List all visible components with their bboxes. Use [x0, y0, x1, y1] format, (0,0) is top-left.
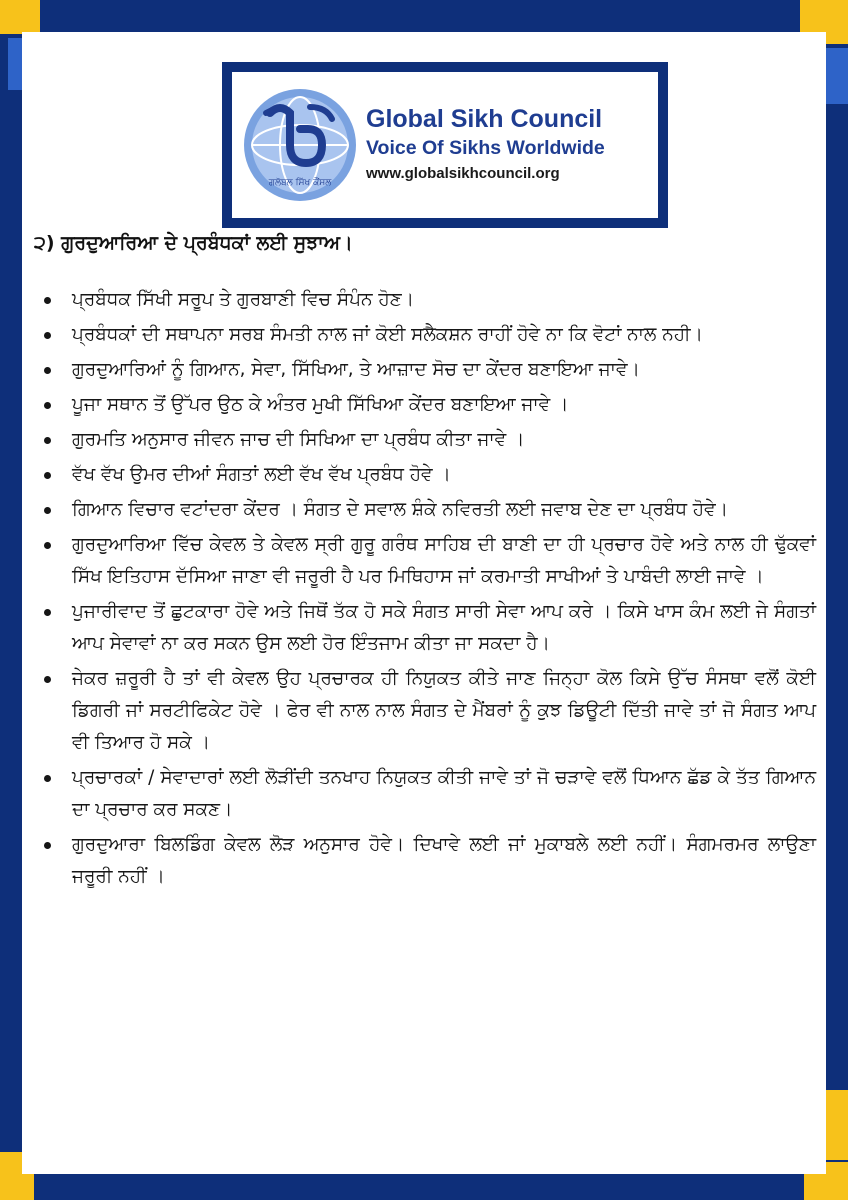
frame-right-border	[826, 0, 848, 1200]
list-item: ਗੁਰਮਤਿ ਅਨੁਸਾਰ ਜੀਵਨ ਜਾਚ ਦੀ ਸਿਖਿਆ ਦਾ ਪ੍ਰਬੰਧ ਕੀਤਾ ਜਾਵੇ ।	[34, 424, 816, 456]
list-item: ਜੇਕਰ ਜ਼ਰੂਰੀ ਹੈ ਤਾਂ ਵੀ ਕੇਵਲ ਉਹ ਪ੍ਰਚਾਰਕ ਹੀ ਨਿਯੁਕਤ ਕੀਤੇ ਜਾਣ ਜਿਨ੍ਹਾ ਕੋਲ ਕਿਸੇ ਉੱਚ ਸੰਸਥਾ ਵਲੋਂ ਕੋਈ ਡਿਗਰੀ ਜਾਂ ਸਰਟੀਫਿਕੇਟ ਹੋਵੇ । ਫੇਰ ਵੀ ਨਾਲ ਨਾਲ ਸੰਗਤ ਦੇ ਮੈਂਬਰਾਂ ਨੂੰ ਕੁਝ ਡਿਊਟੀ ਦਿੱਤੀ ਜਾਵੇ ਤਾਂ ਜੋ ਸੰਗਤ ਆਪ ਵੀ ਤਿਆਰ ਹੋ ਸਕੇ ।	[34, 663, 816, 759]
organization-website-link[interactable]: www.globalsikhcouncil.org	[366, 165, 560, 182]
frame-top-border	[0, 0, 848, 32]
frame-bottom-border	[0, 1174, 848, 1200]
organization-name: Global Sikh Council	[366, 105, 603, 133]
list-item: ਪੁਜਾਰੀਵਾਦ ਤੋਂ ਛੁਟਕਾਰਾ ਹੋਵੇ ਅਤੇ ਜਿਥੋਂ ਤੱਕ ਹੋ ਸਕੇ ਸੰਗਤ ਸਾਰੀ ਸੇਵਾ ਆਪ ਕਰੇ । ਕਿਸੇ ਖਾਸ ਕੰਮ ਲਈ ਜੇ ਸੰਗਤਾਂ ਆਪ ਸੇਵਾਵਾਂ ਨਾ ਕਰ ਸਕਨ ਉਸ ਲਈ ਹੋਰ ਇੰਤਜਾਮ ਕੀਤਾ ਜਾ ਸਕਦਾ ਹੈ।	[34, 596, 816, 660]
corner-accent-yellow	[0, 0, 40, 34]
organization-tagline: Voice Of Sikhs Worldwide	[366, 137, 605, 159]
list-item: ਗੁਰਦੁਆਰਿਆ ਵਿੱਚ ਕੇਵਲ ਤੇ ਕੇਵਲ ਸ੍ਰੀ ਗੁਰੂ ਗਰੰਥ ਸਾਹਿਬ ਦੀ ਬਾਣੀ ਦਾ ਹੀ ਪ੍ਰਚਾਰ ਹੋਵੇ ਅਤੇ ਨਾਲ ਹੀ ਢੁੱਕਵਾਂ ਸਿੱਖ ਇਤਿਹਾਸ ਦੱਸਿਆ ਜਾਣਾ ਵੀ ਜਰੂਰੀ ਹੈ ਪਰ ਮਿਥਿਹਾਸ ਜਾਂ ਕਰਮਾਤੀ ਸਾਖੀਆਂ ਤੇ ਪਾਬੰਦੀ ਲਾਈ ਜਾਵੇ ।	[34, 529, 816, 593]
organization-logo	[240, 85, 360, 205]
list-item: ਪ੍ਰਚਾਰਕਾਂ / ਸੇਵਾਦਾਰਾਂ ਲਈ ਲੋੜੀਂਦੀ ਤਨਖਾਹ ਨਿਯੁਕਤ ਕੀਤੀ ਜਾਵੇ ਤਾਂ ਜੋ ਚੜਾਵੇ ਵਲੋਂ ਧਿਆਨ ਛੱਡ ਕੇ ਤੱਤ ਗਿਆਨ ਦਾ ਪ੍ਰਚਾਰ ਕਰ ਸਕਣ।	[34, 762, 816, 826]
organization-header-inner	[232, 72, 658, 218]
list-item: ਪੂਜਾ ਸਥਾਨ ਤੋਂ ਉੱਪਰ ਉਠ ਕੇ ਅੰਤਰ ਮੁਖੀ ਸਿੱਖਿਆ ਕੇਂਦਰ ਬਣਾਇਆ ਜਾਵੇ ।	[34, 389, 816, 421]
organization-text-block	[366, 104, 605, 186]
document-page	[22, 32, 826, 1174]
logo-caption: ਗਲੋਬਲ ਸਿੱਖ ਕੌਂਸਲ	[268, 178, 332, 188]
list-item: ਗਿਆਨ ਵਿਚਾਰ ਵਟਾਂਦਰਾ ਕੇਂਦਰ । ਸੰਗਤ ਦੇ ਸਵਾਲ ਸ਼ੰਕੇ ਨਵਿਰਤੀ ਲਈ ਜਵਾਬ ਦੇਣ ਦਾ ਪ੍ਰਬੰਧ ਹੋਵੇ।	[34, 494, 816, 526]
list-item: ਪ੍ਰਬੰਧਕਾਂ ਦੀ ਸਥਾਪਨਾ ਸਰਬ ਸੰਮਤੀ ਨਾਲ ਜਾਂ ਕੋਈ ਸਲੈਕਸ਼ਨ ਰਾਹੀਂ ਹੋਵੇ ਨਾ ਕਿ ਵੋਟਾਂ ਨਾਲ ਨਹੀ।	[34, 319, 816, 351]
section-heading: ੨) ਗੁਰਦੁਆਰਿਆ ਦੇ ਪ੍ਰਬੰਧਕਾਂ ਲਈ ਸੁਝਾਅ।	[34, 232, 353, 254]
suggestions-list	[34, 284, 816, 896]
frame-left-border	[0, 0, 22, 1200]
list-item: ਵੱਖ ਵੱਖ ਉਮਰ ਦੀਆਂ ਸੰਗਤਾਂ ਲਈ ਵੱਖ ਵੱਖ ਪ੍ਰਬੰਧ ਹੋਵੇ ।	[34, 459, 816, 491]
list-item: ਗੁਰਦੁਆਰਿਆਂ ਨੂੰ ਗਿਆਨ, ਸੇਵਾ, ਸਿੱਖਿਆ, ਤੇ ਆਜ਼ਾਦ ਸੋਚ ਦਾ ਕੇਂਦਰ ਬਣਾਇਆ ਜਾਵੇ।	[34, 354, 816, 386]
list-item: ਪ੍ਰਬੰਧਕ ਸਿੱਖੀ ਸਰੂਪ ਤੇ ਗੁਰਬਾਣੀ ਵਿਚ ਸੰਪੰਨ ਹੋਣ।	[34, 284, 816, 316]
organization-header	[222, 62, 668, 228]
globe-ik-onkar-icon	[240, 85, 360, 205]
list-item: ਗੁਰਦੁਆਰਾ ਬਿਲਡਿੰਗ ਕੇਵਲ ਲੋੜ ਅਨੁਸਾਰ ਹੋਵੇ। ਦਿਖਾਵੇ ਲਈ ਜਾਂ ਮੁਕਾਬਲੇ ਲਈ ਨਹੀਂ। ਸੰਗਮਰਮਰ ਲਾਉਣਾ ਜਰੂਰੀ ਨਹੀਂ ।	[34, 829, 816, 893]
